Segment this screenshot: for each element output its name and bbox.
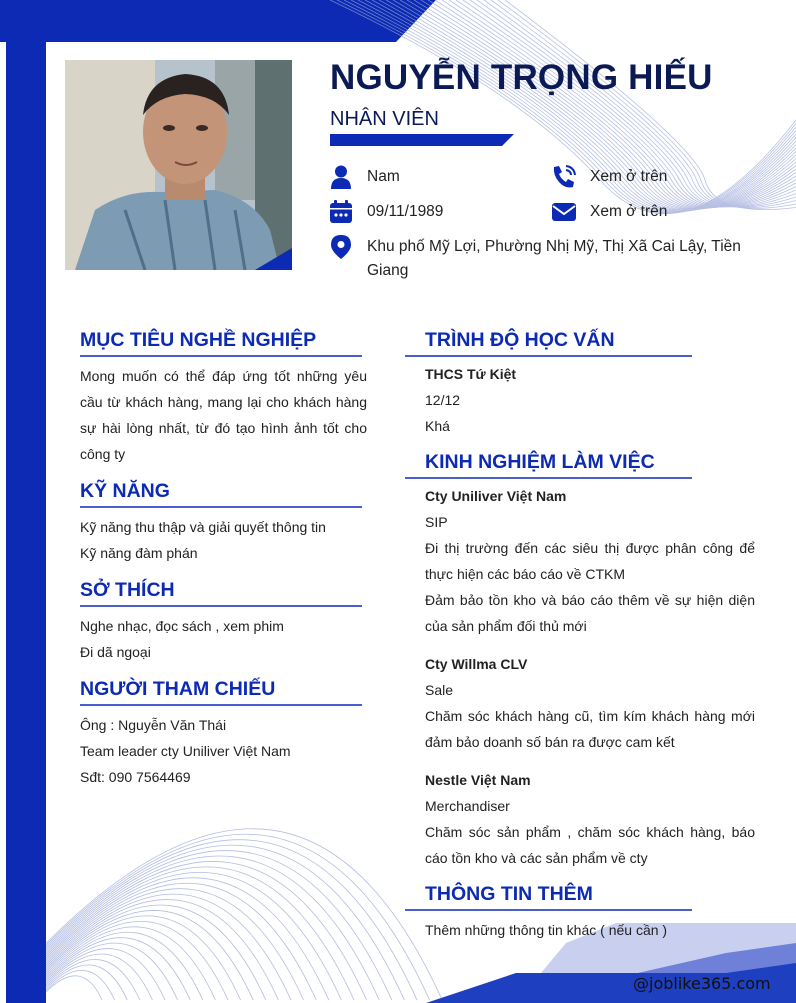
contact-birthday (328, 199, 443, 225)
skills-title: KỸ NĂNG (80, 480, 170, 502)
contact-gender (328, 164, 400, 190)
job-detail: Đi thị trường đến các siêu thị được phân công để thực hiện các báo cáo về CTKM (425, 540, 755, 582)
education-title: TRÌNH ĐỘ HỌC VẤN (425, 329, 615, 351)
job-entry (425, 483, 755, 639)
hobby-item: Đi dã ngoại (80, 644, 151, 660)
references-list (80, 712, 367, 790)
hobbies-title: SỞ THÍCH (80, 579, 175, 601)
job-detail: Chăm sóc khách hàng cũ, tìm kím khách hàng mới đảm bảo doanh số bán ra được cam kết (425, 708, 755, 750)
job-entry (425, 651, 755, 755)
contact-address (328, 234, 748, 283)
hobbies-divider (80, 605, 362, 607)
job-position: SIP (425, 514, 448, 530)
email-icon (551, 199, 577, 225)
objective-title: MỤC TIÊU NGHỀ NGHIỆP (80, 329, 317, 351)
job-detail: Chăm sóc sản phẩm , chăm sóc khách hàng, báo cáo tồn kho và các sản phẩm về cty (425, 824, 755, 866)
job-company: Nestle Việt Nam (425, 772, 531, 788)
skill-item: Kỹ năng đàm phán (80, 545, 198, 561)
job-entry (425, 767, 755, 871)
reference-item: Sđt: 090 7564469 (80, 769, 191, 785)
location-pin-icon (328, 234, 354, 260)
job-company: Cty Willma CLV (425, 656, 528, 672)
extra-info-text: Thêm những thông tin khác ( nếu cần ) (425, 922, 668, 938)
skills-list (80, 514, 367, 566)
reference-item: Ông : Nguyễn Văn Thái (80, 717, 227, 733)
job-detail: Đảm bảo tồn kho và báo cáo thêm về sự hiện diện của sản phẩm đối thủ mới (425, 592, 755, 634)
education-block (425, 361, 755, 439)
skill-item: Kỹ năng thu thập và giải quyết thông tin (80, 519, 326, 535)
objective-divider (80, 355, 362, 357)
references-title: NGƯỜI THAM CHIẾU (80, 678, 276, 700)
job-company: Cty Uniliver Việt Nam (425, 488, 567, 504)
calendar-icon (328, 199, 354, 225)
experience-title: KINH NGHIỆM LÀM VIỆC (425, 451, 655, 473)
birthday-value: 09/11/1989 (367, 203, 444, 220)
gender-value: Nam (367, 168, 400, 185)
phone-icon (551, 164, 577, 190)
contact-phone (551, 164, 667, 190)
hobbies-list (80, 613, 367, 665)
extra-info-title: THÔNG TIN THÊM (425, 883, 593, 905)
school-name: THCS Tứ Kiệt (425, 366, 517, 382)
school-rank: Khá (425, 418, 450, 434)
person-icon (328, 164, 354, 190)
experience-divider (405, 477, 692, 479)
references-divider (80, 704, 362, 706)
hobby-item: Nghe nhạc, đọc sách , xem phim (80, 618, 284, 634)
job-position: Sale (425, 682, 454, 698)
reference-item: Team leader cty Uniliver Việt Nam (80, 743, 291, 759)
title-underline-bar (330, 134, 514, 146)
school-grade: 12/12 (425, 392, 461, 408)
job-position: Merchandiser (425, 798, 510, 814)
email-value: Xem ở trên (590, 203, 668, 220)
extra-info-divider (405, 909, 692, 911)
candidate-name: NGUYỄN TRỌNG HIẾU (330, 58, 713, 97)
contact-email (551, 199, 667, 225)
education-divider (405, 355, 692, 357)
address-value: Khu phố Mỹ Lợi, Phường Nhị Mỹ, Thị Xã Cai Lậy, Tiền Giang (367, 238, 741, 279)
skills-divider (80, 506, 362, 508)
profile-photo (65, 60, 292, 270)
objective-text: Mong muốn có thể đáp ứng tốt những yêu cầu từ khách hàng, mang lại cho khách hàng sự hài lòng nhất, từ đó tạo hình ảnh tốt cho công ty (80, 368, 367, 462)
job-title: NHÂN VIÊN (330, 108, 439, 130)
watermark-text: @joblike365.com (633, 974, 771, 993)
phone-value: Xem ở trên (590, 168, 668, 185)
